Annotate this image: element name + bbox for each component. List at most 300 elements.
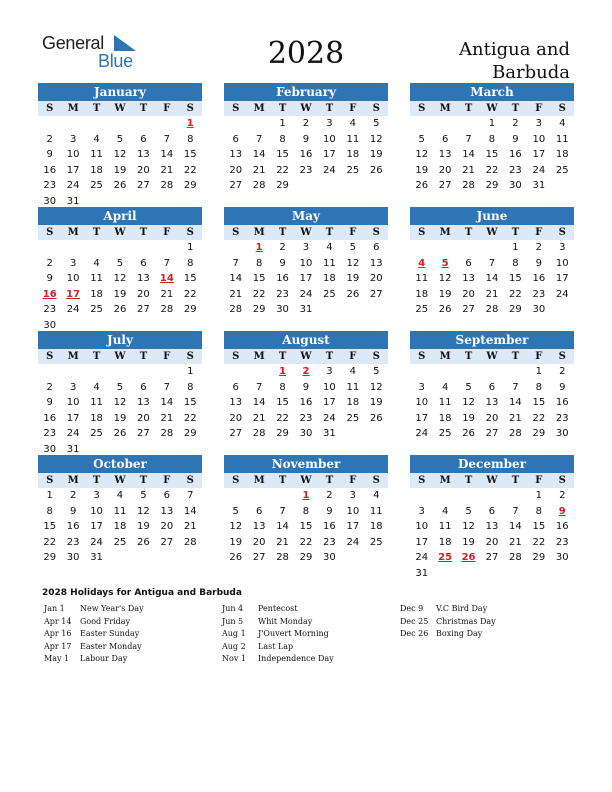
empty-cell [108,116,131,132]
weekday-label: W [300,227,312,238]
day-cell: 5 [116,133,124,145]
day-cell: 18 [346,149,360,160]
weekday-label: M [253,475,265,486]
day-cell: 22 [509,288,522,300]
day-cell: 26 [415,180,429,191]
day-cell: 15 [276,149,289,160]
day-cell: 8 [255,257,263,269]
day-cell: 14 [509,397,522,408]
day-cell: 18 [438,536,452,548]
empty-cell [61,364,84,380]
brand-word-blue: Blue [98,51,133,71]
day-cell: 5 [232,505,239,517]
day-cell: 2 [559,366,566,377]
day-cell: 9 [535,257,543,269]
day-cell: 29 [532,552,546,563]
country-name [410,38,570,84]
day-cell: 5 [465,381,472,393]
month-title: October [38,455,202,473]
day-cell: 2 [559,490,566,501]
weekday-label: T [278,103,287,114]
day-cell: 15 [43,521,57,532]
weekday-label: T [92,227,101,238]
day-cell: 16 [299,397,313,408]
day-cell: 31 [323,428,336,439]
month-july [38,331,202,457]
weekday-header [410,225,574,240]
weekday-label: T [464,351,473,362]
day-cell: 9 [46,149,53,160]
weekday-label: S [418,103,426,114]
month-june [410,207,574,318]
day-cell: 11 [555,133,569,145]
day-cell: 19 [113,288,127,300]
weekday-label: S [46,351,54,362]
month-title: February [224,83,388,101]
day-cell: 10 [90,505,103,517]
month-february [224,83,388,194]
day-cell: 11 [346,133,360,145]
day-cell: 8 [279,381,286,393]
day-cell: 30 [555,428,569,439]
day-cell: 4 [93,257,100,269]
day-cell: 8 [488,133,496,145]
weekday-label: F [163,475,171,486]
day-cell: 12 [369,381,383,393]
weekday-label: M [67,227,79,238]
day-cell: 26 [369,412,383,424]
day-cell: 12 [462,397,475,408]
day-cell: 6 [232,381,239,393]
day-cell: 13 [160,505,174,517]
day-cell: 10 [66,397,80,408]
day-cell: 11 [323,257,336,269]
day-cell: 11 [113,505,127,517]
empty-cell [224,364,247,380]
weekday-label: W [486,227,498,238]
holiday-name: Easter Monday [80,641,142,651]
day-cell: 6 [255,505,263,517]
day-cell: 29 [299,552,313,563]
day-cell: 20 [485,536,499,548]
empty-cell [457,364,480,380]
day-cell: 10 [555,257,569,269]
day-cell: 17 [323,397,336,408]
day-cell: 19 [113,412,127,424]
holiday-day-cell: 1 [302,490,310,501]
day-cell: 24 [346,536,360,548]
day-cell: 15 [509,273,522,284]
day-cell: 30 [299,428,313,439]
day-cell: 23 [509,164,522,176]
day-cell: 31 [66,195,80,207]
day-cell: 22 [485,164,499,176]
weekday-label: T [139,103,148,114]
day-cell: 5 [373,366,380,377]
day-cell: 25 [323,288,336,300]
day-cell: 19 [462,536,475,548]
day-cell: 21 [462,164,475,176]
weekday-label: F [535,475,543,486]
day-cell: 17 [299,273,313,284]
empty-cell [433,364,456,380]
holiday-day-cell: 2 [302,366,310,377]
weekday-label: T [325,475,334,486]
weekday-label: T [464,227,473,238]
day-cell: 24 [555,288,569,300]
day-cell: 7 [255,381,263,393]
day-cell: 4 [559,118,566,129]
day-cell: 12 [346,257,360,269]
day-cell: 19 [415,164,429,176]
holiday-day-cell: 25 [438,552,453,563]
day-cell: 9 [326,505,333,517]
day-cell: 4 [373,490,380,501]
day-cell: 3 [326,118,333,129]
day-cell: 16 [66,521,80,532]
weekday-label: T [464,103,473,114]
weekday-label: F [535,227,543,238]
empty-cell [247,364,270,380]
empty-cell [38,116,61,132]
weekday-label: T [92,103,101,114]
day-cell: 18 [415,288,429,300]
weekday-label: S [232,351,240,362]
empty-cell [224,116,247,132]
empty-cell [480,488,503,504]
day-cell: 3 [302,242,310,253]
day-cell: 20 [137,412,150,424]
day-cell: 31 [415,567,429,579]
holiday-date: Apr 16 [44,629,72,638]
weekday-label: T [278,351,287,362]
day-cell: 9 [46,397,53,408]
holiday-date: Jan 1 [44,604,65,613]
day-cell: 20 [462,288,475,300]
day-grid [38,488,202,566]
holiday-date: Aug 2 [222,641,246,651]
day-cell: 25 [90,180,103,191]
day-cell: 1 [187,242,194,253]
day-cell: 3 [535,118,543,129]
day-cell: 28 [462,180,475,191]
day-cell: 20 [160,521,174,532]
day-cell: 1 [187,366,194,377]
day-cell: 9 [512,133,519,145]
day-cell: 27 [229,180,243,191]
empty-cell [38,240,61,256]
day-cell: 26 [229,552,243,563]
day-cell: 27 [485,552,499,563]
month-october [38,455,202,566]
day-cell: 16 [323,521,336,532]
day-cell: 16 [43,412,57,424]
day-cell: 27 [160,536,174,548]
day-cell: 28 [509,428,522,439]
day-cell: 3 [69,133,77,145]
day-cell: 24 [323,164,336,176]
day-cell: 10 [66,149,80,160]
holiday-name: New Year's Day [80,604,144,613]
weekday-header [410,349,574,364]
day-cell: 12 [229,521,243,532]
weekday-label: S [46,227,54,238]
month-march [410,83,574,194]
day-cell: 16 [555,521,569,532]
day-cell: 3 [69,381,77,393]
day-cell: 6 [488,381,496,393]
holiday-name: Christmas Day [436,616,496,626]
day-cell: 23 [66,536,80,548]
weekday-header [224,225,388,240]
day-grid [224,364,388,442]
holiday-day-cell: 9 [558,505,566,517]
empty-cell [480,364,503,380]
day-cell: 26 [369,164,383,176]
day-cell: 13 [137,149,150,160]
day-cell: 4 [93,381,100,393]
weekday-header [38,101,202,116]
day-cell: 28 [229,304,243,315]
day-cell: 14 [183,505,197,517]
weekday-label: W [486,103,498,114]
day-cell: 24 [323,412,336,424]
weekday-label: T [511,351,520,362]
day-cell: 7 [279,505,286,517]
day-cell: 10 [532,133,546,145]
holiday-date: Dec 25 [400,616,429,626]
day-cell: 24 [66,180,80,191]
month-september [410,331,574,442]
day-cell: 25 [438,428,452,439]
holiday-entry [44,642,144,655]
day-cell: 8 [535,505,543,517]
day-cell: 17 [323,149,336,160]
day-cell: 6 [140,381,147,393]
weekday-label: W [114,475,126,486]
holiday-entry [222,617,334,630]
day-cell: 19 [462,412,475,424]
day-cell: 6 [140,257,147,269]
empty-cell [85,364,108,380]
day-cell: 19 [137,521,150,532]
day-cell: 8 [512,257,519,269]
day-cell: 13 [229,149,243,160]
weekday-label: M [253,103,265,114]
day-cell: 7 [465,133,472,145]
day-cell: 5 [465,505,472,517]
empty-cell [433,240,456,256]
day-cell: 21 [276,536,289,548]
day-cell: 11 [438,521,452,532]
day-cell: 29 [43,552,57,563]
empty-cell [132,364,155,380]
day-cell: 26 [113,428,127,439]
day-cell: 7 [163,133,171,145]
weekday-label: M [67,103,79,114]
day-cell: 31 [90,552,103,563]
day-cell: 4 [349,366,357,377]
day-cell: 4 [326,242,333,253]
day-cell: 5 [116,257,124,269]
day-cell: 19 [229,536,243,548]
weekday-label: M [253,351,265,362]
day-cell: 29 [183,304,197,315]
day-cell: 16 [276,273,289,284]
day-cell: 29 [276,180,289,191]
day-cell: 14 [276,521,289,532]
day-cell: 13 [485,521,499,532]
day-cell: 22 [276,164,289,176]
month-title: January [38,83,202,101]
day-grid [224,240,388,318]
day-cell: 6 [163,490,171,501]
day-grid [410,488,574,581]
day-cell: 27 [137,304,150,315]
day-cell: 20 [485,412,499,424]
empty-cell [433,116,456,132]
day-grid [38,240,202,333]
day-cell: 11 [90,149,103,160]
day-cell: 14 [252,397,266,408]
month-title: March [410,83,574,101]
weekday-label: F [163,103,171,114]
day-cell: 21 [160,288,174,300]
empty-cell [38,364,61,380]
weekday-label: S [232,227,240,238]
weekday-label: S [186,227,194,238]
empty-cell [410,364,433,380]
month-november [224,455,388,566]
day-cell: 31 [299,304,313,315]
holiday-date: Dec 26 [400,629,429,638]
day-cell: 19 [346,273,360,284]
day-cell: 12 [462,521,475,532]
weekday-label: T [139,227,148,238]
day-cell: 15 [183,273,197,284]
day-cell: 15 [532,397,546,408]
day-cell: 13 [229,397,243,408]
day-cell: 22 [252,288,266,300]
day-cell: 7 [255,133,263,145]
day-cell: 21 [252,412,266,424]
holiday-name: V.C Bird Day [436,604,488,613]
day-cell: 2 [46,381,53,393]
weekday-label: S [46,103,54,114]
holiday-name: Last Lap [258,641,294,651]
day-cell: 19 [369,397,383,408]
weekday-label: M [439,351,451,362]
day-cell: 30 [276,304,289,315]
day-cell: 27 [438,180,452,191]
day-cell: 7 [163,381,171,393]
weekday-label: W [486,351,498,362]
day-cell: 9 [46,273,53,284]
holiday-day-cell: 26 [461,552,476,563]
day-cell: 1 [279,118,286,129]
day-cell: 12 [113,149,127,160]
holiday-entry [400,604,496,617]
day-cell: 10 [346,505,360,517]
holiday-date: Jun 4 [222,604,244,613]
brand-word-general: General [42,33,104,53]
month-title: August [224,331,388,349]
month-title: November [224,455,388,473]
day-cell: 3 [93,490,100,501]
day-cell: 18 [323,273,336,284]
day-cell: 26 [113,180,127,191]
day-grid [38,116,202,209]
month-april [38,207,202,333]
weekday-header [224,349,388,364]
day-cell: 2 [302,118,310,129]
empty-cell [155,116,178,132]
day-cell: 3 [418,505,425,517]
day-cell: 18 [555,149,569,160]
day-cell: 27 [137,428,150,439]
brand-logo [42,33,142,73]
month-title: December [410,455,574,473]
empty-cell [271,488,294,504]
day-cell: 28 [509,552,522,563]
day-cell: 6 [140,133,147,145]
weekday-label: M [439,103,451,114]
day-cell: 19 [113,164,127,176]
month-january [38,83,202,209]
day-cell: 17 [66,412,80,424]
day-cell: 18 [113,521,127,532]
day-cell: 25 [90,428,103,439]
day-cell: 9 [302,133,310,145]
day-cell: 14 [509,521,522,532]
day-cell: 30 [532,304,546,315]
brand-flag-icon [114,35,136,51]
day-cell: 21 [183,521,197,532]
day-cell: 21 [160,412,174,424]
day-cell: 15 [485,149,499,160]
day-cell: 13 [462,273,475,284]
day-cell: 29 [252,304,266,315]
day-grid [410,364,574,442]
day-cell: 27 [485,428,499,439]
day-cell: 29 [276,428,289,439]
day-cell: 15 [183,149,197,160]
day-cell: 1 [535,366,543,377]
weekday-label: T [464,475,473,486]
weekday-label: T [325,103,334,114]
empty-cell [504,488,527,504]
holiday-entry [44,604,144,617]
month-august [224,331,388,442]
day-cell: 11 [90,397,103,408]
day-cell: 12 [113,397,127,408]
day-cell: 26 [346,288,360,300]
day-cell: 23 [299,412,313,424]
day-cell: 30 [555,552,569,563]
day-cell: 22 [183,412,197,424]
day-cell: 10 [415,521,429,532]
day-grid [410,240,574,318]
month-title: April [38,207,202,225]
day-cell: 11 [346,381,360,393]
weekday-label: T [139,475,148,486]
day-cell: 1 [488,118,496,129]
day-cell: 24 [299,288,313,300]
day-cell: 6 [232,133,239,145]
holiday-entry [44,617,144,630]
weekday-label: T [511,475,520,486]
day-cell: 28 [276,552,289,563]
